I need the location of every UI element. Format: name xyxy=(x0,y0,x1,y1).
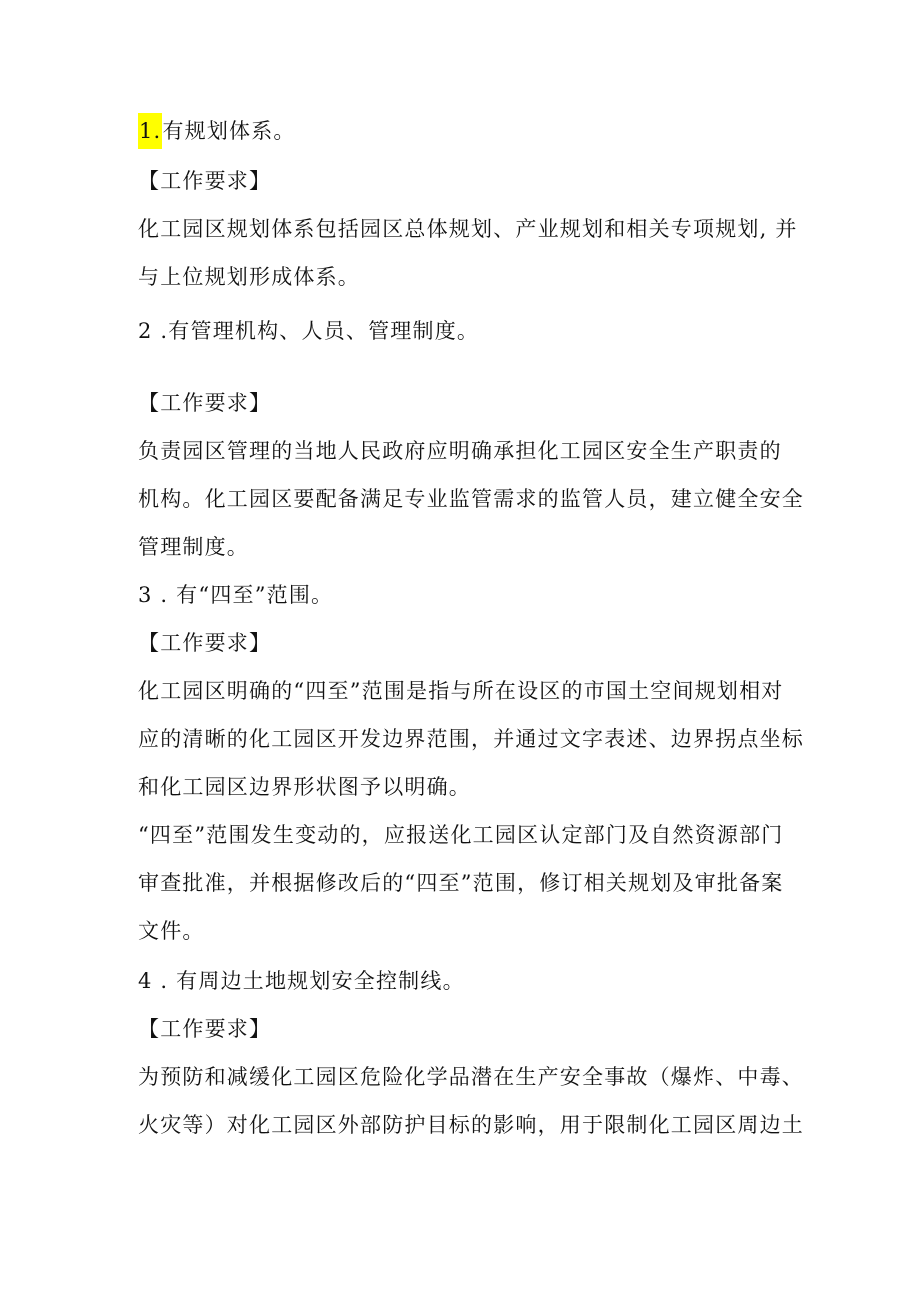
section-2-body-line: 管理制度。 xyxy=(138,535,249,559)
section-1-body-line: 与上位规划形成体系。 xyxy=(138,265,360,289)
section-4-body-line: 火灾等）对化工园区外部防护目标的影响，用于限制化工园区周边土 xyxy=(138,1113,804,1137)
highlighted-number: 1. xyxy=(138,113,162,149)
section-1-body-line: 化工园区规划体系包括园区总体规划、产业规划和相关专项规划, 并 xyxy=(138,217,798,241)
heading-text: 有规划体系。 xyxy=(162,119,296,143)
section-3-body-line: 化工园区明确的“四至”范围是指与所在设区的市国土空间规划相对 xyxy=(138,679,784,703)
section-4-requirement-label: 【工作要求】 xyxy=(138,1017,272,1041)
section-2-body-line: 机构。化工园区要配备满足专业监管需求的监管人员，建立健全安全 xyxy=(138,487,804,511)
section-3-body-line: 和化工园区边界形状图予以明确。 xyxy=(138,775,471,799)
section-4-heading: 4 . 有周边土地规划安全控制线。 xyxy=(138,969,465,993)
section-3-body-line: 文件。 xyxy=(138,919,205,943)
section-3-requirement-label: 【工作要求】 xyxy=(138,631,272,655)
section-2-body-line: 负责园区管理的当地人民政府应明确承担化工园区安全生产职责的 xyxy=(138,439,782,463)
section-1-heading xyxy=(138,116,296,146)
section-2-heading: 2 .有管理机构、人员、管理制度。 xyxy=(138,319,480,343)
section-2-requirement-label: 【工作要求】 xyxy=(138,391,272,415)
section-4-body-line: 为预防和减缓化工园区危险化学品潜在生产安全事故（爆炸、中毒、 xyxy=(138,1065,804,1089)
section-3-body-line: “四至”范围发生变动的，应报送化工园区认定部门及自然资源部门 xyxy=(138,823,784,847)
section-3-body-line: 应的清晰的化工园区开发边界范围，并通过文字表述、边界拐点坐标 xyxy=(138,727,804,751)
section-1-requirement-label: 【工作要求】 xyxy=(138,169,272,193)
section-3-body-line: 审查批准，并根据修改后的“四至”范围，修订相关规划及审批备案 xyxy=(138,871,784,895)
section-3-heading: 3 . 有“四至”范围。 xyxy=(138,583,334,607)
